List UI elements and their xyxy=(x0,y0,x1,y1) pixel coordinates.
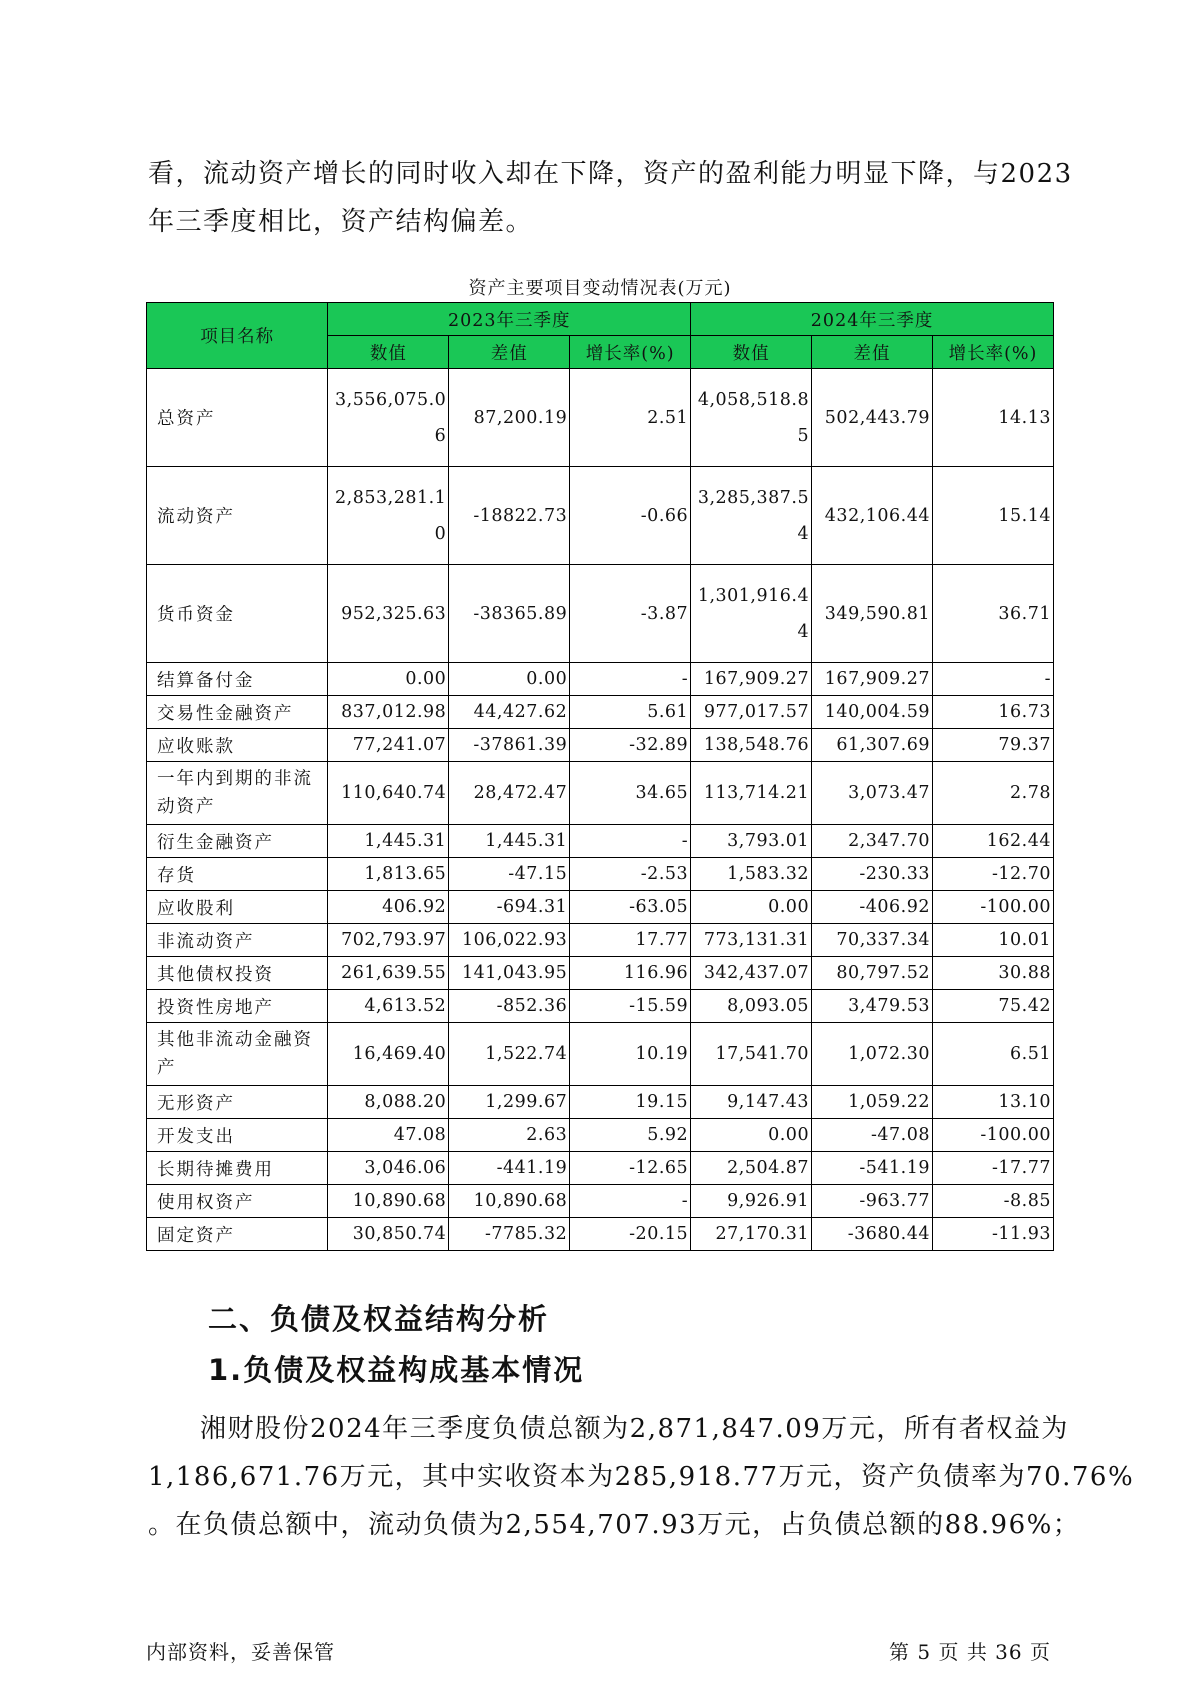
table-row xyxy=(147,825,1054,858)
row-label: 其他债权投资 xyxy=(147,957,328,990)
row-cell: 44,427.62 xyxy=(449,696,570,729)
table-row xyxy=(147,663,1054,696)
row-cell: 138,548.76 xyxy=(691,729,812,762)
row-cell: 116.96 xyxy=(570,957,691,990)
row-label: 使用权资产 xyxy=(147,1185,328,1218)
header-growth: 增长率(%) xyxy=(570,336,691,369)
row-cell: 977,017.57 xyxy=(691,696,812,729)
row-cell: 87,200.19 xyxy=(449,369,570,467)
row-cell: 140,004.59 xyxy=(812,696,933,729)
row-cell: 3,046.06 xyxy=(328,1152,449,1185)
row-cell: 0.00 xyxy=(691,1119,812,1152)
row-cell: 8,088.20 xyxy=(328,1086,449,1119)
row-cell: 79.37 xyxy=(933,729,1054,762)
row-cell: 17,541.70 xyxy=(691,1023,812,1086)
table-row xyxy=(147,762,1054,825)
table-row xyxy=(147,858,1054,891)
row-cell: - xyxy=(570,825,691,858)
row-cell: 3,073.47 xyxy=(812,762,933,825)
row-cell: 3,556,075.06 xyxy=(328,369,449,467)
header-diff: 差值 xyxy=(812,336,933,369)
row-cell: -12.65 xyxy=(570,1152,691,1185)
row-cell: 2.78 xyxy=(933,762,1054,825)
row-cell: 0.00 xyxy=(449,663,570,696)
row-label: 应收账款 xyxy=(147,729,328,762)
row-cell: 15.14 xyxy=(933,467,1054,565)
row-cell: -17.77 xyxy=(933,1152,1054,1185)
header-value: 数值 xyxy=(691,336,812,369)
table-row xyxy=(147,696,1054,729)
row-cell: 113,714.21 xyxy=(691,762,812,825)
row-cell: 837,012.98 xyxy=(328,696,449,729)
row-cell: 75.42 xyxy=(933,990,1054,1023)
row-label: 无形资产 xyxy=(147,1086,328,1119)
row-cell: -0.66 xyxy=(570,467,691,565)
row-label: 结算备付金 xyxy=(147,663,328,696)
row-label: 应收股利 xyxy=(147,891,328,924)
row-cell: 36.71 xyxy=(933,565,1054,663)
row-cell: 16.73 xyxy=(933,696,1054,729)
row-label: 固定资产 xyxy=(147,1218,328,1251)
row-cell: 106,022.93 xyxy=(449,924,570,957)
row-cell: 2,853,281.10 xyxy=(328,467,449,565)
row-cell: - xyxy=(570,1185,691,1218)
row-label: 总资产 xyxy=(147,369,328,467)
footer-confidential: 内部资料，妥善保管 xyxy=(146,1640,335,1664)
row-cell: 28,472.47 xyxy=(449,762,570,825)
row-cell: -11.93 xyxy=(933,1218,1054,1251)
row-cell: 3,285,387.54 xyxy=(691,467,812,565)
row-label: 开发支出 xyxy=(147,1119,328,1152)
row-cell: 110,640.74 xyxy=(328,762,449,825)
row-cell: 14.13 xyxy=(933,369,1054,467)
row-cell: 261,639.55 xyxy=(328,957,449,990)
table-row xyxy=(147,467,1054,565)
row-cell: 77,241.07 xyxy=(328,729,449,762)
row-label: 流动资产 xyxy=(147,467,328,565)
row-cell: 13.10 xyxy=(933,1086,1054,1119)
row-cell: -47.15 xyxy=(449,858,570,891)
row-cell: 4,058,518.85 xyxy=(691,369,812,467)
row-cell: 3,479.53 xyxy=(812,990,933,1023)
row-cell: 5.92 xyxy=(570,1119,691,1152)
row-cell: 2.51 xyxy=(570,369,691,467)
row-cell: 30.88 xyxy=(933,957,1054,990)
row-cell: 10.01 xyxy=(933,924,1054,957)
row-cell: 432,106.44 xyxy=(812,467,933,565)
row-cell: 10.19 xyxy=(570,1023,691,1086)
table-row xyxy=(147,891,1054,924)
row-cell: -441.19 xyxy=(449,1152,570,1185)
row-cell: - xyxy=(933,663,1054,696)
row-cell: -2.53 xyxy=(570,858,691,891)
row-cell: 167,909.27 xyxy=(691,663,812,696)
row-cell: 702,793.97 xyxy=(328,924,449,957)
row-cell: - xyxy=(570,663,691,696)
row-cell: 349,590.81 xyxy=(812,565,933,663)
table-row xyxy=(147,1218,1054,1251)
row-cell: 30,850.74 xyxy=(328,1218,449,1251)
subsection-heading: 1.负债及权益构成基本情况 xyxy=(208,1353,585,1387)
table-row xyxy=(147,1086,1054,1119)
paragraph-line: 1,186,671.76万元，其中实收资本为285,918.77万元，资产负债率为70.76% xyxy=(148,1462,1135,1492)
row-label: 交易性金融资产 xyxy=(147,696,328,729)
row-cell: 3,793.01 xyxy=(691,825,812,858)
row-cell: 70,337.34 xyxy=(812,924,933,957)
row-cell: -63.05 xyxy=(570,891,691,924)
row-cell: 1,583.32 xyxy=(691,858,812,891)
row-cell: -3.87 xyxy=(570,565,691,663)
row-cell: -3680.44 xyxy=(812,1218,933,1251)
row-cell: 2.63 xyxy=(449,1119,570,1152)
row-label: 投资性房地产 xyxy=(147,990,328,1023)
paragraph-line: 湘财股份2024年三季度负债总额为2,871,847.09万元，所有者权益为 xyxy=(200,1414,1069,1444)
row-cell: 17.77 xyxy=(570,924,691,957)
table-row xyxy=(147,1023,1054,1086)
intro-paragraph xyxy=(148,150,1073,246)
row-cell: 61,307.69 xyxy=(812,729,933,762)
row-label: 货币资金 xyxy=(147,565,328,663)
row-cell: -963.77 xyxy=(812,1185,933,1218)
row-cell: 6.51 xyxy=(933,1023,1054,1086)
paragraph-line: 。在负债总额中，流动负债为2,554,707.93万元，占负债总额的88.96%； xyxy=(148,1510,1081,1540)
row-cell: 9,147.43 xyxy=(691,1086,812,1119)
intro-line: 年三季度相比，资产结构偏差。 xyxy=(148,207,534,237)
asset-change-table xyxy=(146,302,1054,1251)
section-heading: 二、负债及权益结构分析 xyxy=(208,1302,550,1336)
row-cell: -37861.39 xyxy=(449,729,570,762)
row-cell: 1,522.74 xyxy=(449,1023,570,1086)
row-cell: 5.61 xyxy=(570,696,691,729)
row-cell: 16,469.40 xyxy=(328,1023,449,1086)
row-cell: 8,093.05 xyxy=(691,990,812,1023)
row-cell: 167,909.27 xyxy=(812,663,933,696)
row-cell: -100.00 xyxy=(933,1119,1054,1152)
row-label: 衍生金融资产 xyxy=(147,825,328,858)
row-cell: 47.08 xyxy=(328,1119,449,1152)
row-cell: 0.00 xyxy=(691,891,812,924)
header-period-2023: 2023年三季度 xyxy=(328,303,691,336)
row-cell: 342,437.07 xyxy=(691,957,812,990)
row-cell: -230.33 xyxy=(812,858,933,891)
row-cell: -100.00 xyxy=(933,891,1054,924)
row-cell: -7785.32 xyxy=(449,1218,570,1251)
row-cell: 9,926.91 xyxy=(691,1185,812,1218)
row-label: 非流动资产 xyxy=(147,924,328,957)
row-cell: 1,813.65 xyxy=(328,858,449,891)
table-row xyxy=(147,369,1054,467)
header-diff: 差值 xyxy=(449,336,570,369)
header-item-name: 项目名称 xyxy=(147,303,328,369)
row-cell: 2,347.70 xyxy=(812,825,933,858)
row-cell: 952,325.63 xyxy=(328,565,449,663)
row-cell: -12.70 xyxy=(933,858,1054,891)
liability-paragraph xyxy=(148,1405,1135,1549)
row-label: 一年内到期的非流动资产 xyxy=(147,762,328,825)
row-cell: -18822.73 xyxy=(449,467,570,565)
row-cell: 10,890.68 xyxy=(328,1185,449,1218)
table-row xyxy=(147,1119,1054,1152)
row-cell: -694.31 xyxy=(449,891,570,924)
row-cell: 4,613.52 xyxy=(328,990,449,1023)
intro-line: 看，流动资产增长的同时收入却在下降，资产的盈利能力明显下降，与2023 xyxy=(148,159,1073,189)
table-row xyxy=(147,1152,1054,1185)
row-cell: 1,445.31 xyxy=(449,825,570,858)
row-cell: -15.59 xyxy=(570,990,691,1023)
row-cell: 773,131.31 xyxy=(691,924,812,957)
row-label: 其他非流动金融资产 xyxy=(147,1023,328,1086)
row-cell: 80,797.52 xyxy=(812,957,933,990)
row-cell: -406.92 xyxy=(812,891,933,924)
row-cell: -32.89 xyxy=(570,729,691,762)
row-cell: -20.15 xyxy=(570,1218,691,1251)
table-row xyxy=(147,924,1054,957)
table-title: 资产主要项目变动情况表(万元) xyxy=(468,278,732,299)
table-row xyxy=(147,1185,1054,1218)
row-cell: 141,043.95 xyxy=(449,957,570,990)
row-cell: 502,443.79 xyxy=(812,369,933,467)
table-row xyxy=(147,565,1054,663)
row-cell: 10,890.68 xyxy=(449,1185,570,1218)
row-cell: 1,299.67 xyxy=(449,1086,570,1119)
row-cell: 27,170.31 xyxy=(691,1218,812,1251)
row-cell: 1,059.22 xyxy=(812,1086,933,1119)
row-cell: -47.08 xyxy=(812,1119,933,1152)
footer-page-number: 第 5 页 共 36 页 xyxy=(889,1640,1051,1664)
header-growth: 增长率(%) xyxy=(933,336,1054,369)
row-cell: 1,072.30 xyxy=(812,1023,933,1086)
header-period-2024: 2024年三季度 xyxy=(691,303,1054,336)
row-cell: 19.15 xyxy=(570,1086,691,1119)
header-value: 数值 xyxy=(328,336,449,369)
row-label: 长期待摊费用 xyxy=(147,1152,328,1185)
row-cell: -541.19 xyxy=(812,1152,933,1185)
row-cell: -8.85 xyxy=(933,1185,1054,1218)
row-cell: 2,504.87 xyxy=(691,1152,812,1185)
row-cell: 1,301,916.44 xyxy=(691,565,812,663)
row-cell: -852.36 xyxy=(449,990,570,1023)
row-cell: 0.00 xyxy=(328,663,449,696)
table-row xyxy=(147,957,1054,990)
row-cell: 34.65 xyxy=(570,762,691,825)
row-cell: 1,445.31 xyxy=(328,825,449,858)
row-label: 存货 xyxy=(147,858,328,891)
row-cell: -38365.89 xyxy=(449,565,570,663)
table-row xyxy=(147,990,1054,1023)
row-cell: 406.92 xyxy=(328,891,449,924)
table-row xyxy=(147,729,1054,762)
row-cell: 162.44 xyxy=(933,825,1054,858)
